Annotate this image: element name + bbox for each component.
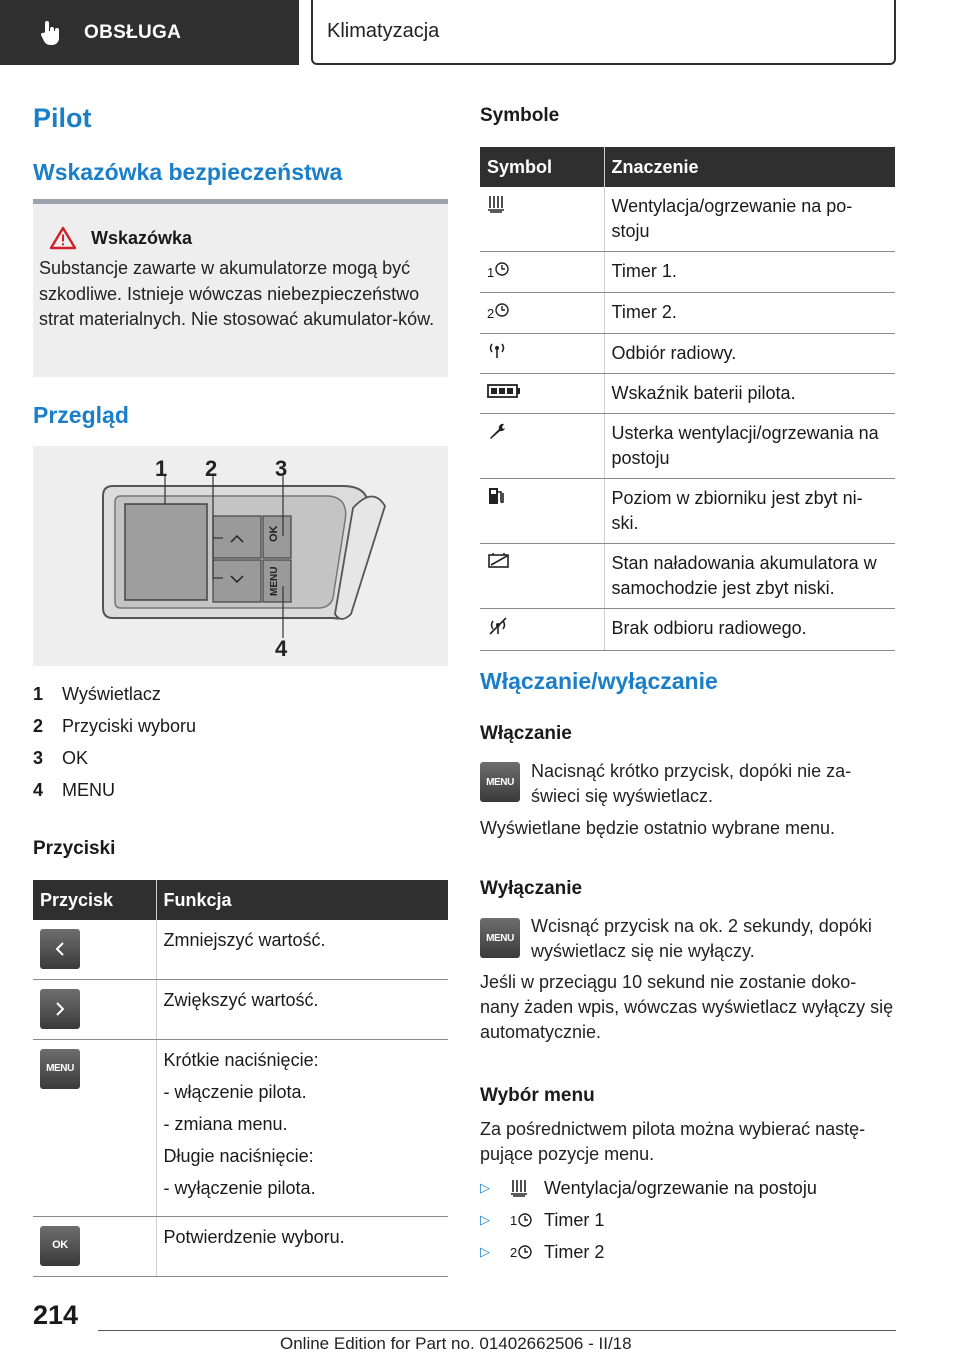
- meaning-cell: Stan naładowania akumulatora w samochodzie jest zbyt niski.: [604, 544, 895, 609]
- menu-button-icon: MENU: [480, 918, 520, 958]
- remote-illustration: [33, 446, 448, 666]
- column-header: Przycisk: [33, 880, 156, 920]
- warning-triangle-icon: [49, 226, 77, 250]
- table-row: [480, 187, 895, 252]
- legend-item: [33, 678, 448, 710]
- legend-number: 3: [33, 747, 44, 768]
- overview-heading: Przegląd: [33, 402, 129, 428]
- legend-number: 4: [33, 779, 44, 800]
- table-row: [480, 544, 895, 609]
- off-instruction: Wcisnąć przycisk na ok. 2 sekundy, dopóki wyświetlacz się nie wyłączy.: [531, 916, 872, 961]
- hand-icon: [40, 20, 62, 46]
- callout-1: 1: [155, 456, 168, 481]
- meaning-cell: Timer 2.: [604, 293, 895, 334]
- callout-4: 4: [275, 636, 288, 661]
- left-arrow-button-icon: [40, 929, 80, 969]
- function-line: - zmiana menu.: [163, 1113, 288, 1134]
- svg-text:MENU: MENU: [269, 566, 280, 596]
- page-title: Pilot: [33, 103, 92, 133]
- page-number: 214: [33, 1300, 79, 1330]
- timer-2-icon: [517, 1244, 533, 1260]
- function-cell: Zwiększyć wartość.: [156, 979, 448, 1039]
- legend-label: Przyciski wyboru: [62, 715, 197, 736]
- table-row: [33, 979, 448, 1039]
- buttons-table: [33, 880, 448, 1277]
- bullet-triangle-icon: ▷: [480, 1180, 490, 1195]
- right-arrow-button-icon: [40, 989, 80, 1029]
- battery-level-icon: [487, 383, 521, 399]
- safety-heading: Wskazówka bezpieczeństwa: [33, 159, 343, 185]
- meaning-cell: Poziom w zbiorniku jest zbyt ni-ski.: [604, 479, 895, 544]
- bullet-triangle-icon: ▷: [480, 1244, 490, 1259]
- off-heading: Wyłączanie: [480, 878, 583, 899]
- parking-heater-icon: [487, 194, 505, 214]
- section-tab: [0, 0, 299, 65]
- legend-item: [33, 710, 448, 742]
- fuel-pump-icon: [487, 486, 505, 506]
- wrench-icon: [487, 421, 507, 441]
- meaning-cell: Timer 1.: [604, 252, 895, 293]
- column-header: Znaczenie: [604, 147, 895, 187]
- timer-1-icon: [494, 261, 510, 277]
- function-cell: [156, 1039, 448, 1216]
- menu-intro: Za pośrednictwem pilota można wybierać nastę-pujące pozycje menu.: [480, 1119, 866, 1164]
- table-header-row: [480, 147, 895, 187]
- legend-list: [33, 678, 448, 806]
- table-row: [480, 479, 895, 544]
- legend-item: [33, 774, 448, 806]
- callout-3: 3: [275, 456, 288, 481]
- function-line: Długie naciśnięcie:: [163, 1145, 314, 1166]
- table-row: [33, 1039, 448, 1216]
- function-line: - włączenie pilota.: [163, 1081, 307, 1102]
- footer-edition: Online Edition for Part no. 01402662506 - II/18: [280, 1334, 632, 1353]
- chapter-title: Klimatyzacja: [327, 20, 440, 42]
- list-item: [480, 1172, 895, 1204]
- symbols-table: [480, 147, 895, 651]
- remote-control-drawing: [33, 446, 448, 666]
- list-item: [480, 1236, 895, 1268]
- table-row: [480, 334, 895, 374]
- table-row: [480, 414, 895, 479]
- table-row: [480, 374, 895, 414]
- svg-text:OK: OK: [268, 525, 280, 542]
- menu-heading: Wybór menu: [480, 1085, 595, 1106]
- meaning-cell: Usterka wentylacji/ogrzewania na postoju: [604, 414, 895, 479]
- timer-1-icon: [517, 1212, 533, 1228]
- callout-2: 2: [205, 456, 218, 481]
- legend-item: [33, 742, 448, 774]
- battery-low-icon: [487, 551, 511, 569]
- buttons-heading: Przyciski: [33, 838, 116, 859]
- off-note: Jeśli w przeciągu 10 sekund nie zostanie doko-nany żaden wpis, wówczas wyświetlacz wyłączy się automatycznie.: [480, 972, 894, 1042]
- section-title: OBSŁUGA: [84, 21, 182, 43]
- meaning-cell: Wskaźnik baterii pilota.: [604, 374, 895, 414]
- parking-heater-icon: [510, 1178, 528, 1198]
- no-radio-reception-icon: [487, 616, 509, 636]
- legend-label: MENU: [62, 779, 115, 800]
- table-row: [33, 920, 448, 979]
- menu-items-list: [480, 1172, 895, 1268]
- table-row: [480, 293, 895, 334]
- table-header-row: [33, 880, 448, 920]
- function-cell: Potwierdzenie wyboru.: [156, 1216, 448, 1276]
- onoff-heading: Włączanie/wyłączanie: [480, 668, 718, 694]
- column-header: Funkcja: [156, 880, 448, 920]
- on-note: Wyświetlane będzie ostatnio wybrane menu.: [480, 818, 836, 838]
- symbols-heading: Symbole: [480, 105, 560, 126]
- legend-number: 2: [33, 715, 44, 736]
- timer-index: 1: [487, 265, 495, 280]
- timer-index: 2: [487, 306, 495, 321]
- timer-index: 2: [510, 1244, 518, 1260]
- timer-2-icon: [494, 302, 510, 318]
- menu-button-icon: MENU: [480, 762, 520, 802]
- table-row: [480, 609, 895, 651]
- list-item: [480, 1204, 895, 1236]
- function-line: Krótkie naciśnięcie:: [163, 1049, 319, 1070]
- footer-divider: [98, 1330, 896, 1331]
- warning-title-row: [49, 226, 440, 250]
- on-instruction: Nacisnąć krótko przycisk, dopóki nie za-świeci się wyświetlacz.: [531, 761, 852, 806]
- function-cell: Zmniejszyć wartość.: [156, 920, 448, 979]
- chapter-tab: [311, 0, 896, 65]
- column-header: Symbol: [480, 147, 604, 187]
- function-line: - wyłączenie pilota.: [163, 1177, 316, 1198]
- ok-button-icon: OK: [40, 1226, 80, 1266]
- legend-label: Wyświetlacz: [62, 683, 161, 704]
- warning-box: [33, 199, 448, 377]
- menu-button-icon: MENU: [40, 1049, 80, 1089]
- radio-reception-icon: [487, 341, 507, 359]
- table-row: [33, 1216, 448, 1276]
- bullet-triangle-icon: ▷: [480, 1212, 490, 1227]
- warning-title: Wskazówka: [91, 227, 193, 248]
- timer-index: 1: [510, 1212, 518, 1228]
- menu-item-label: Timer 1: [544, 1209, 605, 1230]
- table-row: [480, 252, 895, 293]
- meaning-cell: Odbiór radiowy.: [604, 334, 895, 374]
- menu-item-label: Timer 2: [544, 1241, 605, 1262]
- legend-label: OK: [62, 747, 89, 768]
- warning-text: Substancje zawarte w akumulatorze mogą być szkodliwe. Istnieje wówczas niebezpieczeństwo strat materialnych. Nie stosować akumulator-ków.: [39, 258, 435, 329]
- meaning-cell: Brak odbioru radiowego.: [604, 609, 895, 651]
- meaning-cell: Wentylacja/ogrzewanie na po-stoju: [604, 187, 895, 252]
- menu-item-label: Wentylacja/ogrzewanie na postoju: [544, 1177, 817, 1198]
- on-heading: Włączanie: [480, 723, 572, 744]
- legend-number: 1: [33, 683, 44, 704]
